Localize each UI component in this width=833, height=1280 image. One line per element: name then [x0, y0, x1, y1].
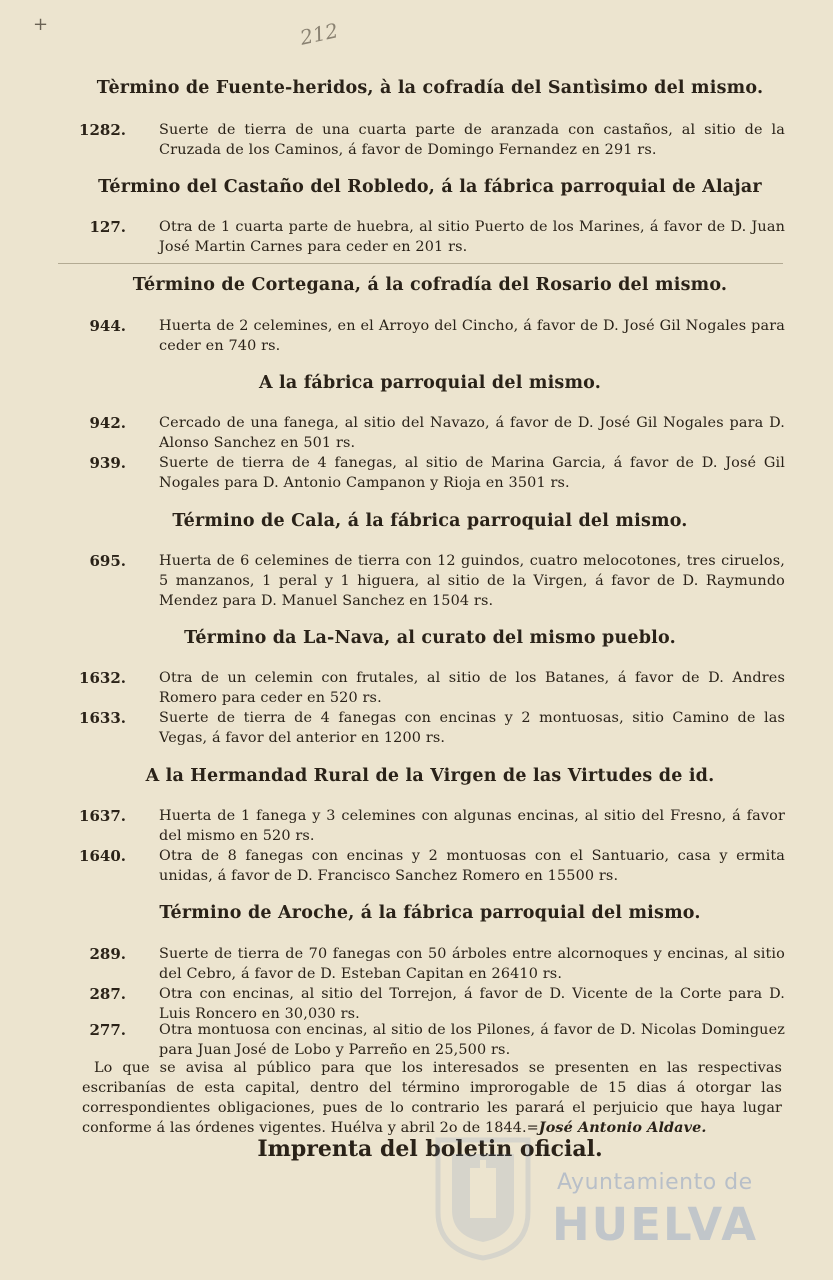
imprint: Imprenta del boletin oficial.	[257, 1136, 603, 1162]
signature: José Antonio Aldave.	[538, 1119, 707, 1136]
entry-number: 695.	[89, 552, 126, 570]
entry-text: Cercado de una fanega, al sitio del Navazo, á favor de D. José Gil Nogales para D. Alonso Sanchez en 501 rs.	[159, 415, 785, 451]
entry-text: Otra de 1 cuarta parte de huebra, al sitio Puerto de los Marines, á favor de D. Juan José Martin Carnes para ceder en 201 rs.	[159, 219, 785, 255]
entry-number: 942.	[89, 414, 126, 432]
entry-number: 939.	[89, 454, 126, 472]
seal-icon	[432, 1132, 534, 1262]
entry-number: 127.	[89, 218, 126, 236]
list-item	[60, 413, 785, 453]
entry-text: Huerta de 6 celemines de tierra con 12 guindos, cuatro melocotones, tres ciruelos, 5 manzanos, 1 peral y 1 higuera, al sitio de la Virgen, á favor de D. Raymundo Mendez para D. Manuel Sanchez en 1504 rs.	[159, 553, 785, 609]
section-heading: Término da La-Nava, al curato del mismo pueblo.	[184, 628, 676, 648]
list-item	[60, 1020, 785, 1060]
entry-number: 287.	[89, 985, 126, 1003]
list-item	[60, 984, 785, 1024]
entry-text: Otra montuosa con encinas, al sitio de los Pilones, á favor de D. Nicolas Dominguez para Juan José de Lobo y Parreño en 25,500 rs.	[159, 1022, 785, 1058]
list-item	[60, 668, 785, 708]
entry-number: 1632.	[79, 669, 126, 687]
entry-text: Huerta de 1 fanega y 3 celemines con algunas encinas, al sitio del Fresno, á favor del mismo en 520 rs.	[159, 808, 785, 844]
list-item	[60, 708, 785, 748]
list-item	[60, 316, 785, 356]
section-heading: Término de Cala, á la fábrica parroquial del mismo.	[172, 511, 688, 531]
list-item	[60, 551, 785, 611]
list-item	[60, 806, 785, 846]
closing-notice	[82, 1058, 782, 1138]
section-heading: A la Hermandad Rural de la Virgen de las Virtudes de id.	[145, 766, 715, 786]
section-heading: Tèrmino de Fuente-heridos, à la cofradía del Santìsimo del mismo.	[96, 78, 764, 98]
section-heading: A la fábrica parroquial del mismo.	[258, 373, 602, 393]
list-item	[60, 453, 785, 493]
entry-number: 277.	[89, 1021, 126, 1039]
closing-text: Lo que se avisa al público para que los interesados se presenten en las respectivas escribanías de esta capital, dentro del término improrogable de 15 dias á otorgar las correspondientes obligaciones, pues de lo contrario les parará el perjuicio que haya lugar conforme á las órdenes vigentes. Huélva y abril 2o de 1844.=	[82, 1060, 782, 1136]
entry-number: 1282.	[79, 121, 126, 139]
section-heading: Término de Cortegana, á la cofradía del Rosario del mismo.	[132, 275, 728, 295]
watermark-text: Ayuntamiento de	[557, 1170, 753, 1195]
section-heading: Término de Aroche, á la fábrica parroquial del mismo.	[159, 903, 701, 923]
entry-text: Otra con encinas, al sitio del Torrejon, á favor de D. Vicente de la Corte para D. Luis Roncero en 30,030 rs.	[159, 986, 785, 1022]
entry-number: 289.	[89, 945, 126, 963]
entry-text: Huerta de 2 celemines, en el Arroyo del Cincho, á favor de D. José Gil Nogales para ceder en 740 rs.	[159, 318, 785, 354]
list-item	[60, 944, 785, 984]
entry-text: Otra de un celemin con frutales, al sitio de los Batanes, á favor de D. Andres Romero para ceder en 520 rs.	[159, 670, 785, 706]
entry-text: Suerte de tierra de 4 fanegas con encinas y 2 montuosas, sitio Camino de las Vegas, á favor del anterior en 1200 rs.	[159, 710, 785, 746]
entry-text: Suerte de tierra de 70 fanegas con 50 árboles entre alcornoques y encinas, al sitio del Cebro, á favor de D. Esteban Capitan en 26410 rs.	[159, 946, 785, 982]
divider-rule	[58, 263, 783, 264]
list-item	[60, 120, 785, 160]
corner-mark: +	[33, 14, 49, 35]
entry-number: 944.	[89, 317, 126, 335]
entry-text: Otra de 8 fanegas con encinas y 2 montuosas con el Santuario, casa y ermita unidas, á favor de D. Francisco Sanchez Romero en 15500 rs.	[159, 848, 785, 884]
entry-text: Suerte de tierra de 4 fanegas, al sitio de Marina Garcia, á favor de D. José Gil Nogales para D. Antonio Campanon y Rioja en 3501 rs.	[159, 455, 785, 491]
list-item	[60, 217, 785, 257]
section-heading: Término del Castaño del Robledo, á la fábrica parroquial de Alajar	[98, 177, 762, 197]
list-item	[60, 846, 785, 886]
watermark-logo-text: HUELVA	[552, 1198, 759, 1251]
page-number: 212	[297, 18, 341, 50]
entry-number: 1640.	[79, 847, 126, 865]
entry-number: 1637.	[79, 807, 126, 825]
entry-text: Suerte de tierra de una cuarta parte de aranzada con castaños, al sitio de la Cruzada de los Caminos, á favor de Domingo Fernandez en 291 rs.	[159, 122, 785, 158]
entry-number: 1633.	[79, 709, 126, 727]
